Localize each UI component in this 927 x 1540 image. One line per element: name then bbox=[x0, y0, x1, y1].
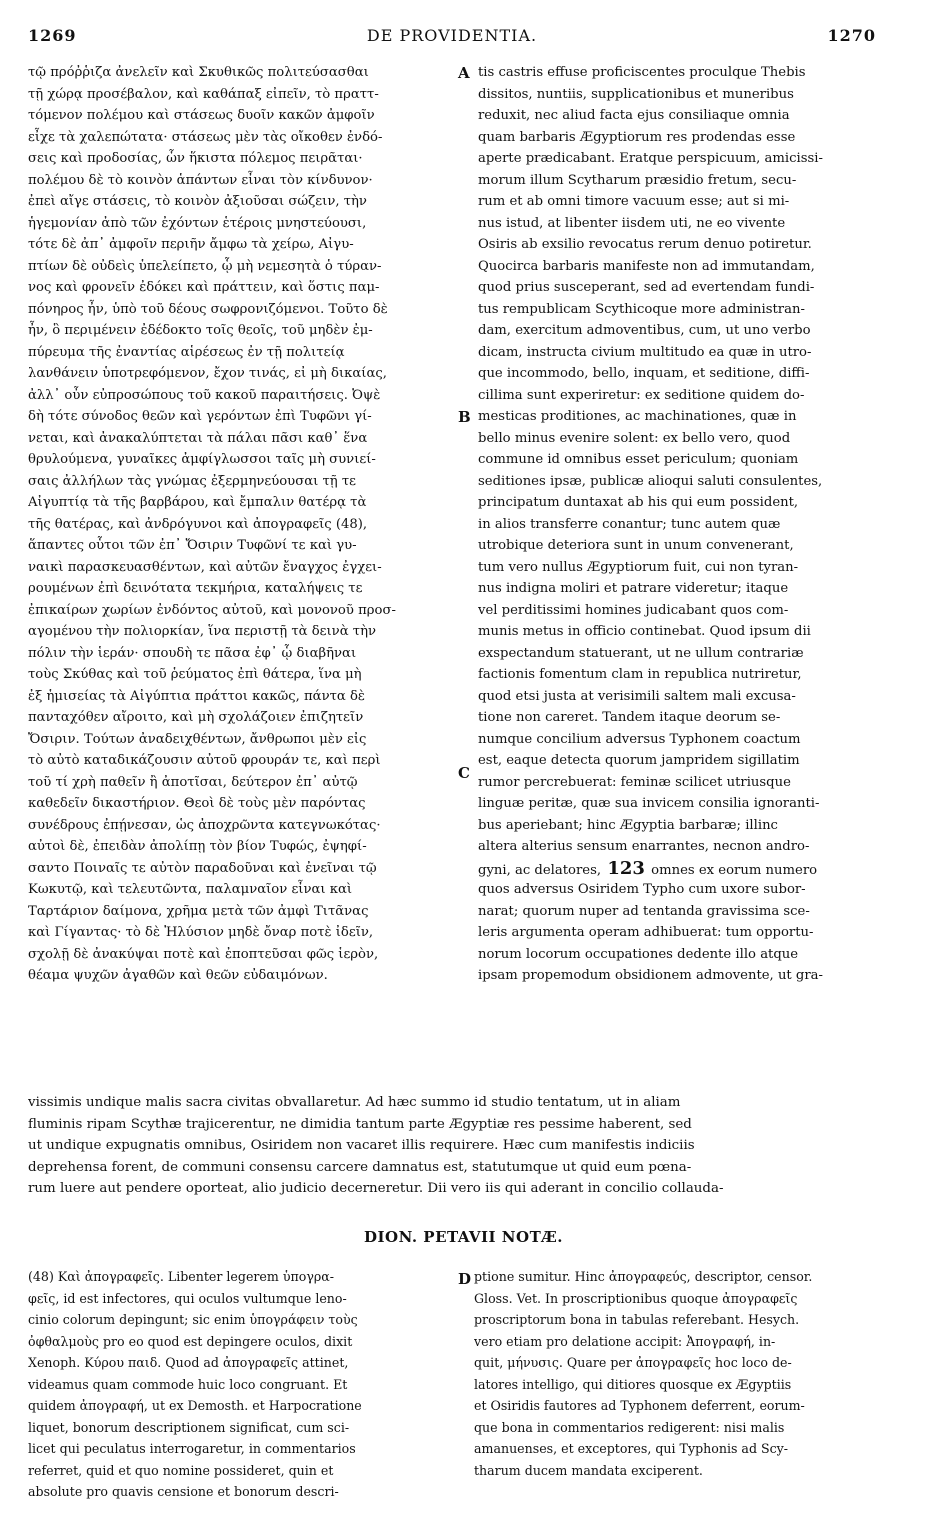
latin-text-line: nus istud, at libenter iisdem uti, ne eo vivente bbox=[478, 215, 786, 231]
latin-text-line: dam, exercitum admoventibus, cum, ut uno verbo bbox=[478, 323, 811, 338]
latin-text-line: dicam, instructa civium multitudo ea quæ in utro- bbox=[478, 344, 812, 360]
latin-text-line: bello minus evenire solent: ex bello vero, quod bbox=[478, 430, 791, 446]
note-line: quit, μήνυσις. Quare per ἀπογραφεῖς hoc loco de- bbox=[474, 1355, 792, 1370]
greek-text-line: θρυλούμενα, γυναῖκες ἀμφίγλωσσοι ταῖς μὴ συνιεί- bbox=[28, 452, 376, 467]
greek-text-line: νεται, καὶ ἀνακαλύπτεται τὰ πάλαι πᾶσι καθ᾽ ἕνα bbox=[28, 430, 368, 446]
greek-text-line: τὸ αὐτὸ καταδικάζουσιν αὐτοῦ φρουράν τε, καὶ περὶ bbox=[28, 753, 381, 768]
latin-text-line: ipsam propemodum obsidionem admovente, ut gra- bbox=[478, 968, 823, 983]
note-line: cinio colorum depingunt; sic enim ὑπογράφειν τοὺς bbox=[28, 1312, 358, 1327]
latin-text-line: bus aperiebant; hinc Ægyptia barbaræ; illinc bbox=[478, 817, 778, 833]
running-title: DE PROVIDENTIA. bbox=[366, 26, 538, 45]
note-line: videamus quam commode huic loco congruant. Et bbox=[28, 1376, 348, 1392]
latin-text-line: munis metus in officio continebat. Quod ipsum dii bbox=[478, 624, 811, 639]
latin-text-line: exspectandum statuerant, ut ne ullum contrariæ bbox=[478, 645, 804, 661]
greek-text-line: ἡγεμονίαν ἀπὸ τῶν ἐχόντων ἑτέροις μνηστεύουσι, bbox=[28, 215, 367, 231]
latin-text-line: aperte prædicabant. Eratque perspicuum, amicissi- bbox=[478, 151, 823, 166]
latin-text-line: quos adversus Osiridem Typho cum uxore subor- bbox=[478, 882, 806, 897]
note-line: absolute pro quavis censione et bonorum descri- bbox=[28, 1484, 339, 1499]
greek-text-line: πόνηρος ἦν, ὑπὸ τοῦ δέους σωφρονιζόμενοι. Τοῦτο δὲ bbox=[28, 301, 388, 317]
latin-text-line: rumor percrebuerat: feminæ scilicet utriusque bbox=[478, 774, 791, 790]
latin-text-line: Quocirca barbaris manifeste non ad immutandam, bbox=[478, 258, 815, 274]
greek-text-line: ἀλλ᾽ οὖν εὐπροσώπους τοῦ κακοῦ παραιτήσεις. Ὀψὲ bbox=[28, 387, 381, 403]
page-number-left: 1269 bbox=[28, 26, 77, 45]
latin-text-line: tus rempublicam Scythicoque more administran- bbox=[478, 301, 805, 317]
latin-text-line: linguæ peritæ, quæ sua invicem consilia ignoranti- bbox=[478, 796, 820, 811]
latin-text-line: dissitos, nuntiis, supplicationibus et muneribus bbox=[478, 86, 794, 102]
greek-text-line: τόμενον πολέμου καὶ στάσεως δυοῖν κακῶν ἀμφοῖν bbox=[28, 108, 375, 123]
greek-text-line: τοῦ τί χρὴ παθεῖν ἢ ἀποτῖσαι, δεύτερον ἐπ᾽ αὐτῷ bbox=[28, 774, 358, 790]
greek-text-line: Κωκυτῷ, καὶ τελευτῶντα, παλαμναῖον εἶναι καὶ bbox=[28, 882, 353, 897]
latin-text-line: quod prius susceperant, sed ad evertendam fundi- bbox=[478, 280, 815, 295]
greek-text-line: ναικὶ παρασκευασθέντων, καὶ αὐτῶν ἔναγχος ἐγχει- bbox=[28, 559, 382, 575]
greek-text-line: σαις ἀλλήλων τὰς γνώμας ἐξερμηνεύουσαι τῇ τε bbox=[28, 473, 356, 489]
greek-text-line: τῆς θατέρας, καὶ ἀνδρόγυνοι καὶ ἀπογραφεῖς (48), bbox=[28, 516, 368, 532]
note-line: liquet, bonorum descriptionem significat, cum sci- bbox=[28, 1419, 350, 1435]
note-line: amanuenses, et exceptores, qui Typhonis ad Scy- bbox=[474, 1441, 789, 1456]
latin-text-line: tis castris effuse proficiscentes proculque Thebis bbox=[478, 65, 806, 80]
greek-text-line: λανθάνειν ὑποτρεφόμενον, ἔχον τινάς, εἰ μὴ δικαίας, bbox=[28, 366, 387, 381]
latin-wide-line: rum luere aut pendere oporteat, alio judicio decerneretur. Dii vero iis qui aderant in concilio collauda- bbox=[28, 1181, 724, 1196]
greek-text-line: πανταχόθεν αἴροιτο, καὶ μὴ σχολάζοιεν ἐπιζητεῖν bbox=[28, 710, 364, 725]
note-line: ptione sumitur. Hinc ἀπογραφεύς, descriptor, censor. bbox=[474, 1269, 813, 1284]
note-line: vero etiam pro delatione accipit: Ἀπογραφή, in- bbox=[474, 1333, 776, 1349]
greek-text-line: ρουμένων ἐπὶ δεινότατα τεκμήρια, καταλήψεις τε bbox=[28, 581, 363, 596]
latin-column bbox=[478, 62, 888, 987]
note-line: et Osiridis fautores ad Typhonem deferrent, eorum- bbox=[474, 1398, 805, 1413]
greek-text-line: θέαμα ψυχῶν ἀγαθῶν καὶ θεῶν εὐδαιμόνων. bbox=[28, 968, 328, 983]
greek-text-line: αγομένου τὴν πολιορκίαν, ἵνα περιστῇ τὰ δεινὰ τὴν bbox=[28, 624, 377, 639]
latin-text-line: nus indigna moliri et patrare videretur; itaque bbox=[478, 581, 789, 596]
greek-text-line: πόλιν τὴν ἱεράν· σπουδὴ τε πᾶσα ἐφ᾽ ᾧ διαβῆναι bbox=[28, 645, 357, 661]
latin-text-line: in alios transferre conantur; tunc autem quæ bbox=[478, 516, 781, 532]
page-number-right: 1270 bbox=[827, 26, 876, 45]
note-line: licet qui peculatus interrogaretur, in commentarios bbox=[28, 1441, 356, 1456]
latin-text-line: tione non careret. Tandem itaque deorum se- bbox=[478, 710, 781, 725]
margin-marker-b: B bbox=[458, 408, 471, 426]
greek-text-line: ἐπικαίρων χωρίων ἐνδόντος αὐτοῦ, καὶ μονονοῦ προσ- bbox=[28, 602, 396, 618]
greek-text-line: συνέδρους ἐπῄνεσαν, ὡς ἀποχρῶντα κατεγνωκότας· bbox=[28, 817, 381, 833]
note-line: Gloss. Vet. In proscriptionibus quoque ἀπογραφεῖς bbox=[474, 1290, 798, 1306]
latin-text-line: vel perditissimi homines judicabant quos com- bbox=[478, 602, 789, 618]
greek-text-line: αὐτοὶ δὲ, ἐπειδὰν ἀπολίπῃ τὸν βίον Τυφώς, ἐψηφί- bbox=[28, 839, 367, 854]
latin-text-line: norum locorum occupationes dedente illo atque bbox=[478, 946, 799, 962]
latin-text-line: commune id omnibus esset periculum; quoniam bbox=[478, 452, 799, 467]
margin-marker-d: D bbox=[458, 1270, 472, 1288]
latin-text-line: altera alterius sensum enarrantes, necnon andro- bbox=[478, 839, 810, 854]
note-line: Xenoph. Κύρου παιδ. Quod ad ἀπογραφεῖς attinet, bbox=[28, 1355, 349, 1370]
note-line: (48) Καὶ ἀπογραφεῖς. Libenter legerem ὑπογρα- bbox=[28, 1269, 335, 1284]
latin-text-line: est, eaque detecta quorum jampridem sigillatim bbox=[478, 753, 800, 768]
greek-text-line: σχολῇ δὲ ἀνακύψαι ποτὲ καὶ ἐποπτεῦσαι φῶς ἱερὸν, bbox=[28, 946, 379, 962]
greek-column bbox=[28, 62, 466, 987]
greek-text-line: καθεδεῖν δικαστήριον. Θεοὶ δὲ τοὺς μὲν παρόντας bbox=[28, 796, 366, 811]
greek-text-line: δὴ τότε σύνοδος θεῶν καὶ γερόντων ἐπὶ Τυφῶνι γί- bbox=[28, 409, 372, 424]
greek-text-line: Αἰγυπτίᾳ τὰ τῆς βαρβάρου, καὶ ἔμπαλιν θατέρᾳ τὰ bbox=[28, 495, 367, 510]
greek-text-line: σαντο Ποιναῖς τε αὐτὸν παραδοῦναι καὶ ἐνεῖναι τῷ bbox=[28, 860, 377, 876]
latin-text-line: numque concilium adversus Typhonem coactum bbox=[478, 731, 801, 747]
greek-text-line: τῷ πρόῤῥιζα ἀνελεῖν καὶ Σκυθικῶς πολιτεύσασθαι bbox=[28, 65, 369, 80]
greek-text-line: ἐπεὶ αἴγε στάσεις, τὸ κοινὸν ἀξιοῦσαι σώζειν, τὴν bbox=[28, 194, 367, 209]
latin-text-line: cillima sunt experiretur: ex seditione quidem do- bbox=[478, 387, 805, 403]
latin-text-line: morum illum Scytharum præsidio fretum, secu- bbox=[478, 172, 797, 188]
latin-text-line: gyni, ac delatores, 123 omnes ex eorum numero bbox=[478, 857, 818, 879]
greek-text-line: ἦν, ὃ περιμένειν ἐδέδοκτο τοῖς θεοῖς, τοῦ μηδὲν ἐμ- bbox=[28, 323, 373, 338]
note-line: que bona in commentarios redigerent: nisi malis bbox=[474, 1419, 785, 1435]
greek-text-line: ἐξ ἡμισείας τὰ Αἰγύπτια πράττοι κακῶς, πάντα δὲ bbox=[28, 688, 366, 704]
note-line: latores intelligo, qui ditiores quosque ex Ægyptiis bbox=[474, 1376, 792, 1392]
greek-text-line: τοὺς Σκύθας καὶ τοῦ ῥεύματος ἐπὶ θάτερα, ἵνα μὴ bbox=[28, 667, 362, 682]
latin-text-line: utrobique deteriora sunt in unum convenerant, bbox=[478, 538, 794, 553]
note-line: ὀφθαλμοὺς pro eo quod est depingere oculos, dixit bbox=[28, 1333, 353, 1349]
latin-text-line: quod etsi justa at verisimili saltem mali excusa- bbox=[478, 688, 796, 704]
latin-wide-line: vissimis undique malis sacra civitas obvallaretur. Ad hæc summo id studio tentatum, ut in aliam bbox=[28, 1095, 681, 1110]
note-line: quidem ἀπογραφή, ut ex Demosth. et Harpocratione bbox=[28, 1398, 362, 1413]
latin-text-line: narat; quorum nuper ad tentanda gravissima sce- bbox=[478, 903, 810, 919]
page-header bbox=[28, 26, 876, 50]
latin-wide-line: ut undique expugnatis omnibus, Osiridem non vacaret illis requirere. Hæc cum manifestis indiciis bbox=[28, 1138, 695, 1153]
latin-text-line: reduxit, nec aliud facta ejus consiliaque omnia bbox=[478, 108, 790, 123]
inline-page-number: 123 bbox=[601, 857, 652, 879]
greek-text-line: πολέμου δὲ τὸ κοινὸν ἁπάντων εἶναι τὸν κίνδυνον· bbox=[28, 172, 373, 188]
greek-text-line: Ταρτάριον δαίμονα, χρῆμα μετὰ τῶν ἀμφὶ Τιτᾶνας bbox=[28, 903, 369, 919]
notes-title: DION. PETAVII NOTÆ. bbox=[364, 1228, 563, 1246]
greek-text-line: νος καὶ φρονεῖν ἐδόκει καὶ πράττειν, καὶ ὅστις παμ- bbox=[28, 280, 380, 295]
notes-left-column bbox=[28, 1268, 458, 1505]
greek-text-line: πτίων δὲ οὐδεὶς ὑπελείπετο, ᾧ μὴ νεμεσητὰ ὁ τύραν- bbox=[28, 258, 382, 274]
note-line: referret, quid et quo nomine possideret, quin et bbox=[28, 1462, 334, 1478]
greek-text-line: Ὄσιριν. Τούτων ἀναδειχθέντων, ἄνθρωποι μὲν εἰς bbox=[28, 731, 367, 747]
latin-wide-line: fluminis ripam Scythæ trajicerentur, ne dimidia tantum parte Ægyptiæ res pessime haberent, sed bbox=[28, 1116, 692, 1132]
greek-text-line: καὶ Γίγαντας· τὸ δὲ Ἠλύσιον μηδὲ ὄναρ ποτὲ ἰδεῖν, bbox=[28, 925, 374, 940]
latin-text-line: rum et ab omni timore vacuum esse; aut si mi- bbox=[478, 194, 790, 209]
greek-text-line: σεις καὶ προδοσίας, ὧν ἥκιστα πόλεμος πειρᾶται· bbox=[28, 151, 363, 166]
greek-text-line: πύρευμα τῆς ἐναντίας αἱρέσεως ἐν τῇ πολιτείᾳ bbox=[28, 344, 345, 360]
note-line: proscriptorum bona in tabulas referebant. Hesych. bbox=[474, 1312, 800, 1327]
latin-text-line: mesticas proditiones, ac machinationes, quæ in bbox=[478, 409, 797, 424]
greek-text-line: ἅπαντες οὗτοι τῶν ἐπ᾽ Ὄσιριν Τυφῶνί τε καὶ γυ- bbox=[28, 538, 357, 553]
full-width-paragraph bbox=[28, 1092, 894, 1200]
latin-text-line: Osiris ab exsilio revocatus rerum denuo potiretur. bbox=[478, 237, 812, 252]
latin-line-tail: omnes ex eorum numero bbox=[651, 862, 818, 878]
margin-marker-c: C bbox=[458, 764, 470, 782]
latin-text-line: que incommodo, bello, inquam, et seditione, diffi- bbox=[478, 366, 810, 381]
latin-text-line: leris argumenta operam adhibuerat: tum opportu- bbox=[478, 925, 814, 940]
latin-text-line: tum vero nullus Ægyptiorum fuit, cui non tyran- bbox=[478, 559, 799, 575]
greek-text-line: εἶχε τὰ χαλεπώτατα· στάσεως μὲν τὰς οἴκοθεν ἐνδό- bbox=[28, 129, 383, 145]
greek-text-line: τῇ χώρᾳ προσέβαλον, καὶ καθάπαξ εἰπεῖν, τὸ πραττ- bbox=[28, 86, 379, 102]
latin-text-line: quam barbaris Ægyptiorum res prodendas esse bbox=[478, 129, 796, 145]
note-line: tharum ducem mandata exciperent. bbox=[474, 1462, 703, 1478]
latin-text-line: principatum duntaxat ab his qui eum possident, bbox=[478, 495, 799, 510]
latin-text-line: seditiones ipsæ, publicæ alioqui saluti consulentes, bbox=[478, 473, 823, 489]
margin-marker-a: A bbox=[458, 64, 470, 82]
greek-text-line: τότε δὲ ἀπ᾽ ἀμφοῖν περιῆν ἄμφω τὰ χείρω, Αἰγυ- bbox=[28, 237, 354, 252]
latin-wide-line: deprehensa forent, de communi consensu carcere damnatus est, statutumque ut quid eum pœna- bbox=[28, 1159, 692, 1175]
note-line: φεῖς, id est infectores, qui oculos vultumque leno- bbox=[28, 1290, 347, 1306]
notes-right-column bbox=[474, 1268, 894, 1483]
latin-text-line: factionis fomentum clam in republica nutriretur, bbox=[478, 667, 802, 682]
